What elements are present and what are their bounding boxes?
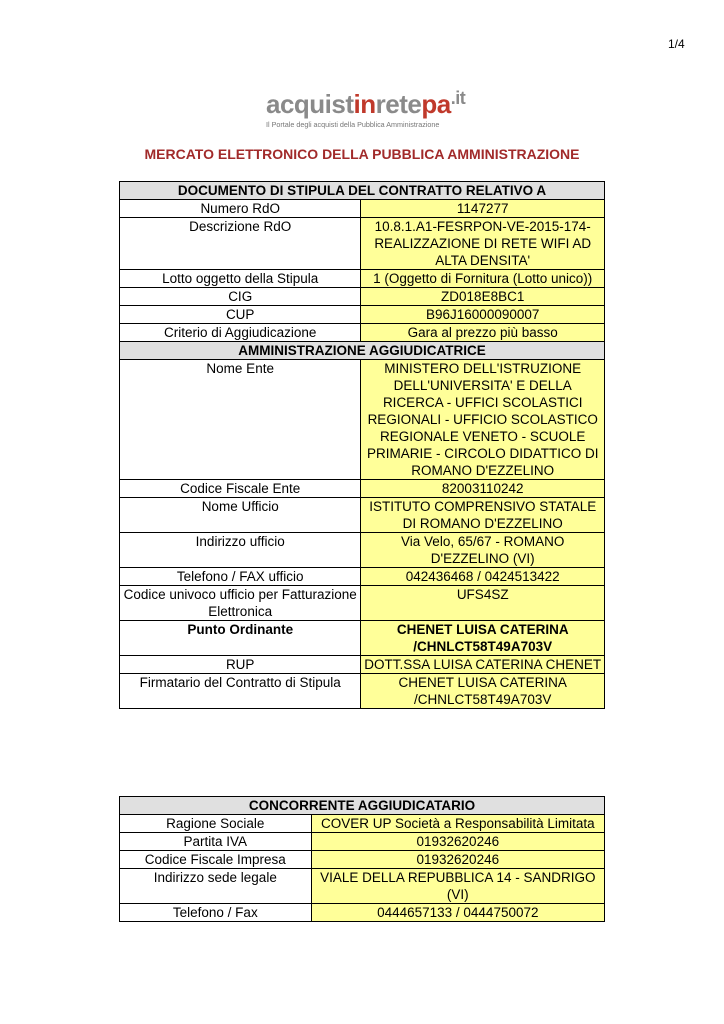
row-label: Numero RdO <box>120 200 361 218</box>
row-label: Nome Ufficio <box>120 498 361 533</box>
row-value: 01932620246 <box>311 851 604 869</box>
row-label: Codice Fiscale Ente <box>120 480 361 498</box>
row-value: VIALE DELLA REPUBBLICA 14 - SANDRIGO (VI) <box>311 869 604 904</box>
row-value: 01932620246 <box>311 833 604 851</box>
row-value: 042436468 / 0424513422 <box>361 568 605 586</box>
table-row <box>120 833 605 851</box>
row-label: Punto Ordinante <box>120 621 361 656</box>
row-value: ZD018E8BC1 <box>361 288 605 306</box>
table-row <box>120 288 605 306</box>
row-label: CIG <box>120 288 361 306</box>
table-row <box>120 360 605 480</box>
table-row <box>120 498 605 533</box>
row-value: 1147277 <box>361 200 605 218</box>
table-row <box>120 674 605 709</box>
row-value: 0444657133 / 0444750072 <box>311 904 604 922</box>
table-row <box>120 324 605 342</box>
row-value: Gara al prezzo più basso <box>361 324 605 342</box>
row-value: DOTT.SSA LUISA CATERINA CHENET <box>361 656 605 674</box>
row-value: UFS4SZ <box>361 586 605 621</box>
table-row <box>120 270 605 288</box>
row-label: Descrizione RdO <box>120 218 361 270</box>
section-title-documento: DOCUMENTO DI STIPULA DEL CONTRATTO RELATIVO A <box>120 182 605 200</box>
table-row <box>120 306 605 324</box>
table-row <box>120 480 605 498</box>
row-value: CHENET LUISA CATERINA /CHNLCT58T49A703V <box>361 674 605 709</box>
row-value: ISTITUTO COMPRENSIVO STATALE DI ROMANO D'EZZELINO <box>361 498 605 533</box>
section-title-concorrente: CONCORRENTE AGGIUDICATARIO <box>120 797 605 815</box>
row-value: Via Velo, 65/67 - ROMANO D'EZZELINO (VI) <box>361 533 605 568</box>
row-value: 82003110242 <box>361 480 605 498</box>
table-row <box>120 869 605 904</box>
table-row <box>120 218 605 270</box>
row-label: Firmatario del Contratto di Stipula <box>120 674 361 709</box>
row-label: Telefono / FAX ufficio <box>120 568 361 586</box>
section-header-row <box>120 797 605 815</box>
table-row <box>120 904 605 922</box>
table-row <box>120 200 605 218</box>
row-value: 1 (Oggetto di Fornitura (Lotto unico)) <box>361 270 605 288</box>
row-label: Partita IVA <box>120 833 312 851</box>
logo-wordmark: acquistinretepa$^{.it}$ <box>266 88 466 119</box>
section-header-row <box>120 342 605 360</box>
table-row <box>120 621 605 656</box>
row-label: Ragione Sociale <box>120 815 312 833</box>
logo-tagline: Il Portale degli acquisti della Pubblica Amministrazione <box>266 120 440 129</box>
row-value: MINISTERO DELL'ISTRUZIONE DELL'UNIVERSITA' E DELLA RICERCA - UFFICI SCOLASTICI REGIONALI - UFFICIO SCOLASTICO REGIONALE VENETO - SCUOLE PRIMARIE - CIRCOLO DIDATTICO DI ROMANO D'EZZELINO <box>361 360 605 480</box>
section-header-row <box>120 182 605 200</box>
contract-table <box>119 181 605 709</box>
row-label: Nome Ente <box>120 360 361 480</box>
row-label: Telefono / Fax <box>120 904 312 922</box>
row-value: CHENET LUISA CATERINA /CHNLCT58T49A703V <box>361 621 605 656</box>
row-label: Indirizzo ufficio <box>120 533 361 568</box>
page-number: 1/4 <box>668 37 685 51</box>
table-row <box>120 656 605 674</box>
table-row <box>120 815 605 833</box>
table-row <box>120 568 605 586</box>
row-value: 10.8.1.A1-FESRPON-VE-2015-174-REALIZZAZIONE DI RETE WIFI AD ALTA DENSITA' <box>361 218 605 270</box>
row-label: Criterio di Aggiudicazione <box>120 324 361 342</box>
row-value: COVER UP Società a Responsabilità Limitata <box>311 815 604 833</box>
row-value: B96J16000090007 <box>361 306 605 324</box>
row-label: Codice Fiscale Impresa <box>120 851 312 869</box>
section-title-amministrazione: AMMINISTRAZIONE AGGIUDICATRICE <box>120 342 605 360</box>
row-label: CUP <box>120 306 361 324</box>
table-row <box>120 586 605 621</box>
acquistinretepa-logo <box>266 84 476 128</box>
row-label: RUP <box>120 656 361 674</box>
row-label: Indirizzo sede legale <box>120 869 312 904</box>
row-label: Lotto oggetto della Stipula <box>120 270 361 288</box>
document-heading: MERCATO ELETTRONICO DELLA PUBBLICA AMMINISTRAZIONE <box>144 146 580 162</box>
table-row <box>120 533 605 568</box>
table-row <box>120 851 605 869</box>
supplier-table <box>119 796 605 922</box>
row-label: Codice univoco ufficio per Fatturazione Elettronica <box>120 586 361 621</box>
